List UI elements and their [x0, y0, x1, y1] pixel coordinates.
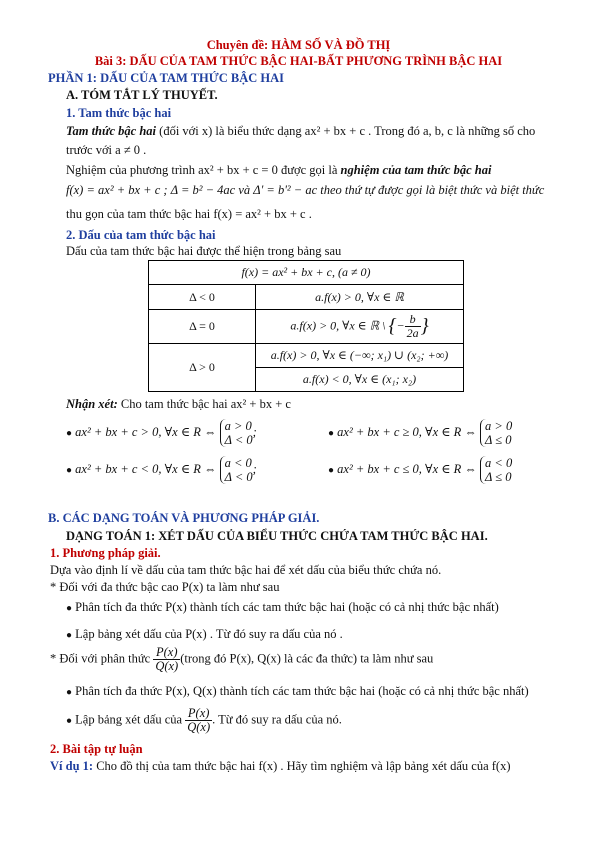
chapter-title: Chuyên đề: HÀM SỐ VÀ ĐỒ THỊ	[206, 38, 391, 52]
polynomial-bullet-1: ● Phân tích đa thức P(x) thành tích các tam thức bậc hai (hoặc có cả nhị thức bậc nhất)	[66, 600, 499, 614]
table-cond-2: Δ = 0	[149, 310, 256, 344]
method-title: 1. Phương pháp giải.	[50, 546, 161, 560]
fraction-bullet-2: ● Lập bảng xét dấu của $\frac{P(x)}{Q(x)}$ . Từ đó suy ra dấu của nó.	[66, 706, 342, 734]
table-cond-3: Δ > 0	[149, 344, 256, 392]
bullet-icon: ●	[66, 687, 73, 698]
bullet-icon: ●	[66, 603, 73, 614]
method-intro: Dựa vào định lí về dấu của tam thức bậc hai để xét dấu của biểu thức chứa nó.	[50, 563, 442, 577]
subsection-1-title: 1. Tam thức bậc hai	[66, 106, 172, 120]
table-result-1: a.f(x) > 0, ∀x ∈ ℝ	[256, 285, 464, 310]
polynomial-heading: * Đối với đa thức bậc cao P(x) ta làm như sau	[50, 580, 280, 594]
subsection-2-title: 2. Dấu của tam thức bậc hai	[66, 228, 216, 242]
remark-item-3: ● ax² + bx + c < 0, ∀x ∈ R ⇔ a < 0 Δ < 0 ;	[66, 456, 257, 484]
bullet-icon: ●	[328, 427, 335, 439]
remark-item-2: ● ax² + bx + c ≥ 0, ∀x ∈ R ⇔ a > 0 Δ ≤ 0	[328, 419, 513, 447]
root-line: Nghiệm của phương trình ax² + bx + c = 0 được gọi là nghiệm của tam thức bậc hai	[66, 163, 492, 177]
dang-toan-1-title: DẠNG TOÁN 1: XÉT DẤU CỦA BIỂU THỨC CHỨA TAM THỨC BẬC HAI.	[66, 529, 488, 543]
table-result-3a: a.f(x) > 0, ∀x ∈ (−∞; x₁) ∪ (x₂; +∞)	[256, 344, 464, 368]
bullet-icon: ●	[328, 464, 335, 476]
fraction-bullet-1: ● Phân tích đa thức P(x), Q(x) thành tích các tam thức bậc hai (hoặc có cả nhị thức bậc nhất)	[66, 684, 529, 698]
section-b-title: B. CÁC DẠNG TOÁN VÀ PHƯƠNG PHÁP GIẢI.	[48, 511, 320, 525]
discriminant-line-2: thu gọn của tam thức bậc hai f(x) = ax² + bx + c .	[66, 207, 312, 221]
remark-item-4: ● ax² + bx + c ≤ 0, ∀x ∈ R ⇔ a < 0 Δ ≤ 0	[328, 456, 513, 484]
definition-line: Tam thức bậc hai (đối với x) là biểu thức dạng ax² + bx + c . Trong đó a, b, c là những số cho	[66, 124, 536, 138]
bullet-icon: ●	[66, 715, 73, 727]
table-cond-1: Δ < 0	[149, 285, 256, 310]
table-header: f(x) = ax² + bx + c, (a ≠ 0)	[149, 261, 464, 285]
bullet-icon: ●	[66, 464, 73, 476]
remark-line: Nhận xét: Cho tam thức bậc hai ax² + bx + c	[66, 397, 291, 411]
part1-title: PHẦN 1: DẤU CỦA TAM THỨC BẬC HAI	[48, 71, 284, 85]
discriminant-line: f(x) = ax² + bx + c ; Δ = b² − 4ac và Δ' = b'² − ac theo thứ tự được gọi là biệt thức và biệt thức	[66, 183, 545, 197]
section-a-title: A. TÓM TẮT LÝ THUYẾT.	[66, 88, 218, 102]
bullet-icon: ●	[66, 630, 73, 641]
fraction-heading: * Đối với phân thức $\frac{P(x)}{Q(x)}$ (trong đó P(x), Q(x) là các đa thức) ta làm như sau	[50, 645, 434, 673]
lesson-title: Bài 3: DẤU CỦA TAM THỨC BẬC HAI-BẤT PHƯƠNG TRÌNH BẬC HAI	[94, 54, 503, 68]
remark-item-1: ● ax² + bx + c > 0, ∀x ∈ R ⇔ a > 0 Δ < 0 ;	[66, 419, 257, 447]
bullet-icon: ●	[66, 427, 73, 439]
table-result-3b: a.f(x) < 0, ∀x ∈ (x₁; x₂)	[256, 368, 464, 392]
example-1: Ví dụ 1: Cho đồ thị của tam thức bậc hai f(x) . Hãy tìm nghiệm và lập bảng xét dấu của f(x)	[50, 759, 511, 773]
table-intro: Dấu của tam thức bậc hai được thể hiện trong bảng sau	[66, 244, 342, 258]
table-result-2: a.f(x) > 0, ∀x ∈ ℝ \ {− $\frac{b}{2a}$ }	[256, 310, 464, 344]
definition-line-2: trước với a ≠ 0 .	[66, 143, 147, 157]
polynomial-bullet-2: ● Lập bảng xét dấu của P(x) . Từ đó suy ra dấu của nó .	[66, 627, 343, 641]
sign-table	[148, 260, 464, 392]
exercise-title: 2. Bài tập tự luận	[50, 742, 143, 756]
